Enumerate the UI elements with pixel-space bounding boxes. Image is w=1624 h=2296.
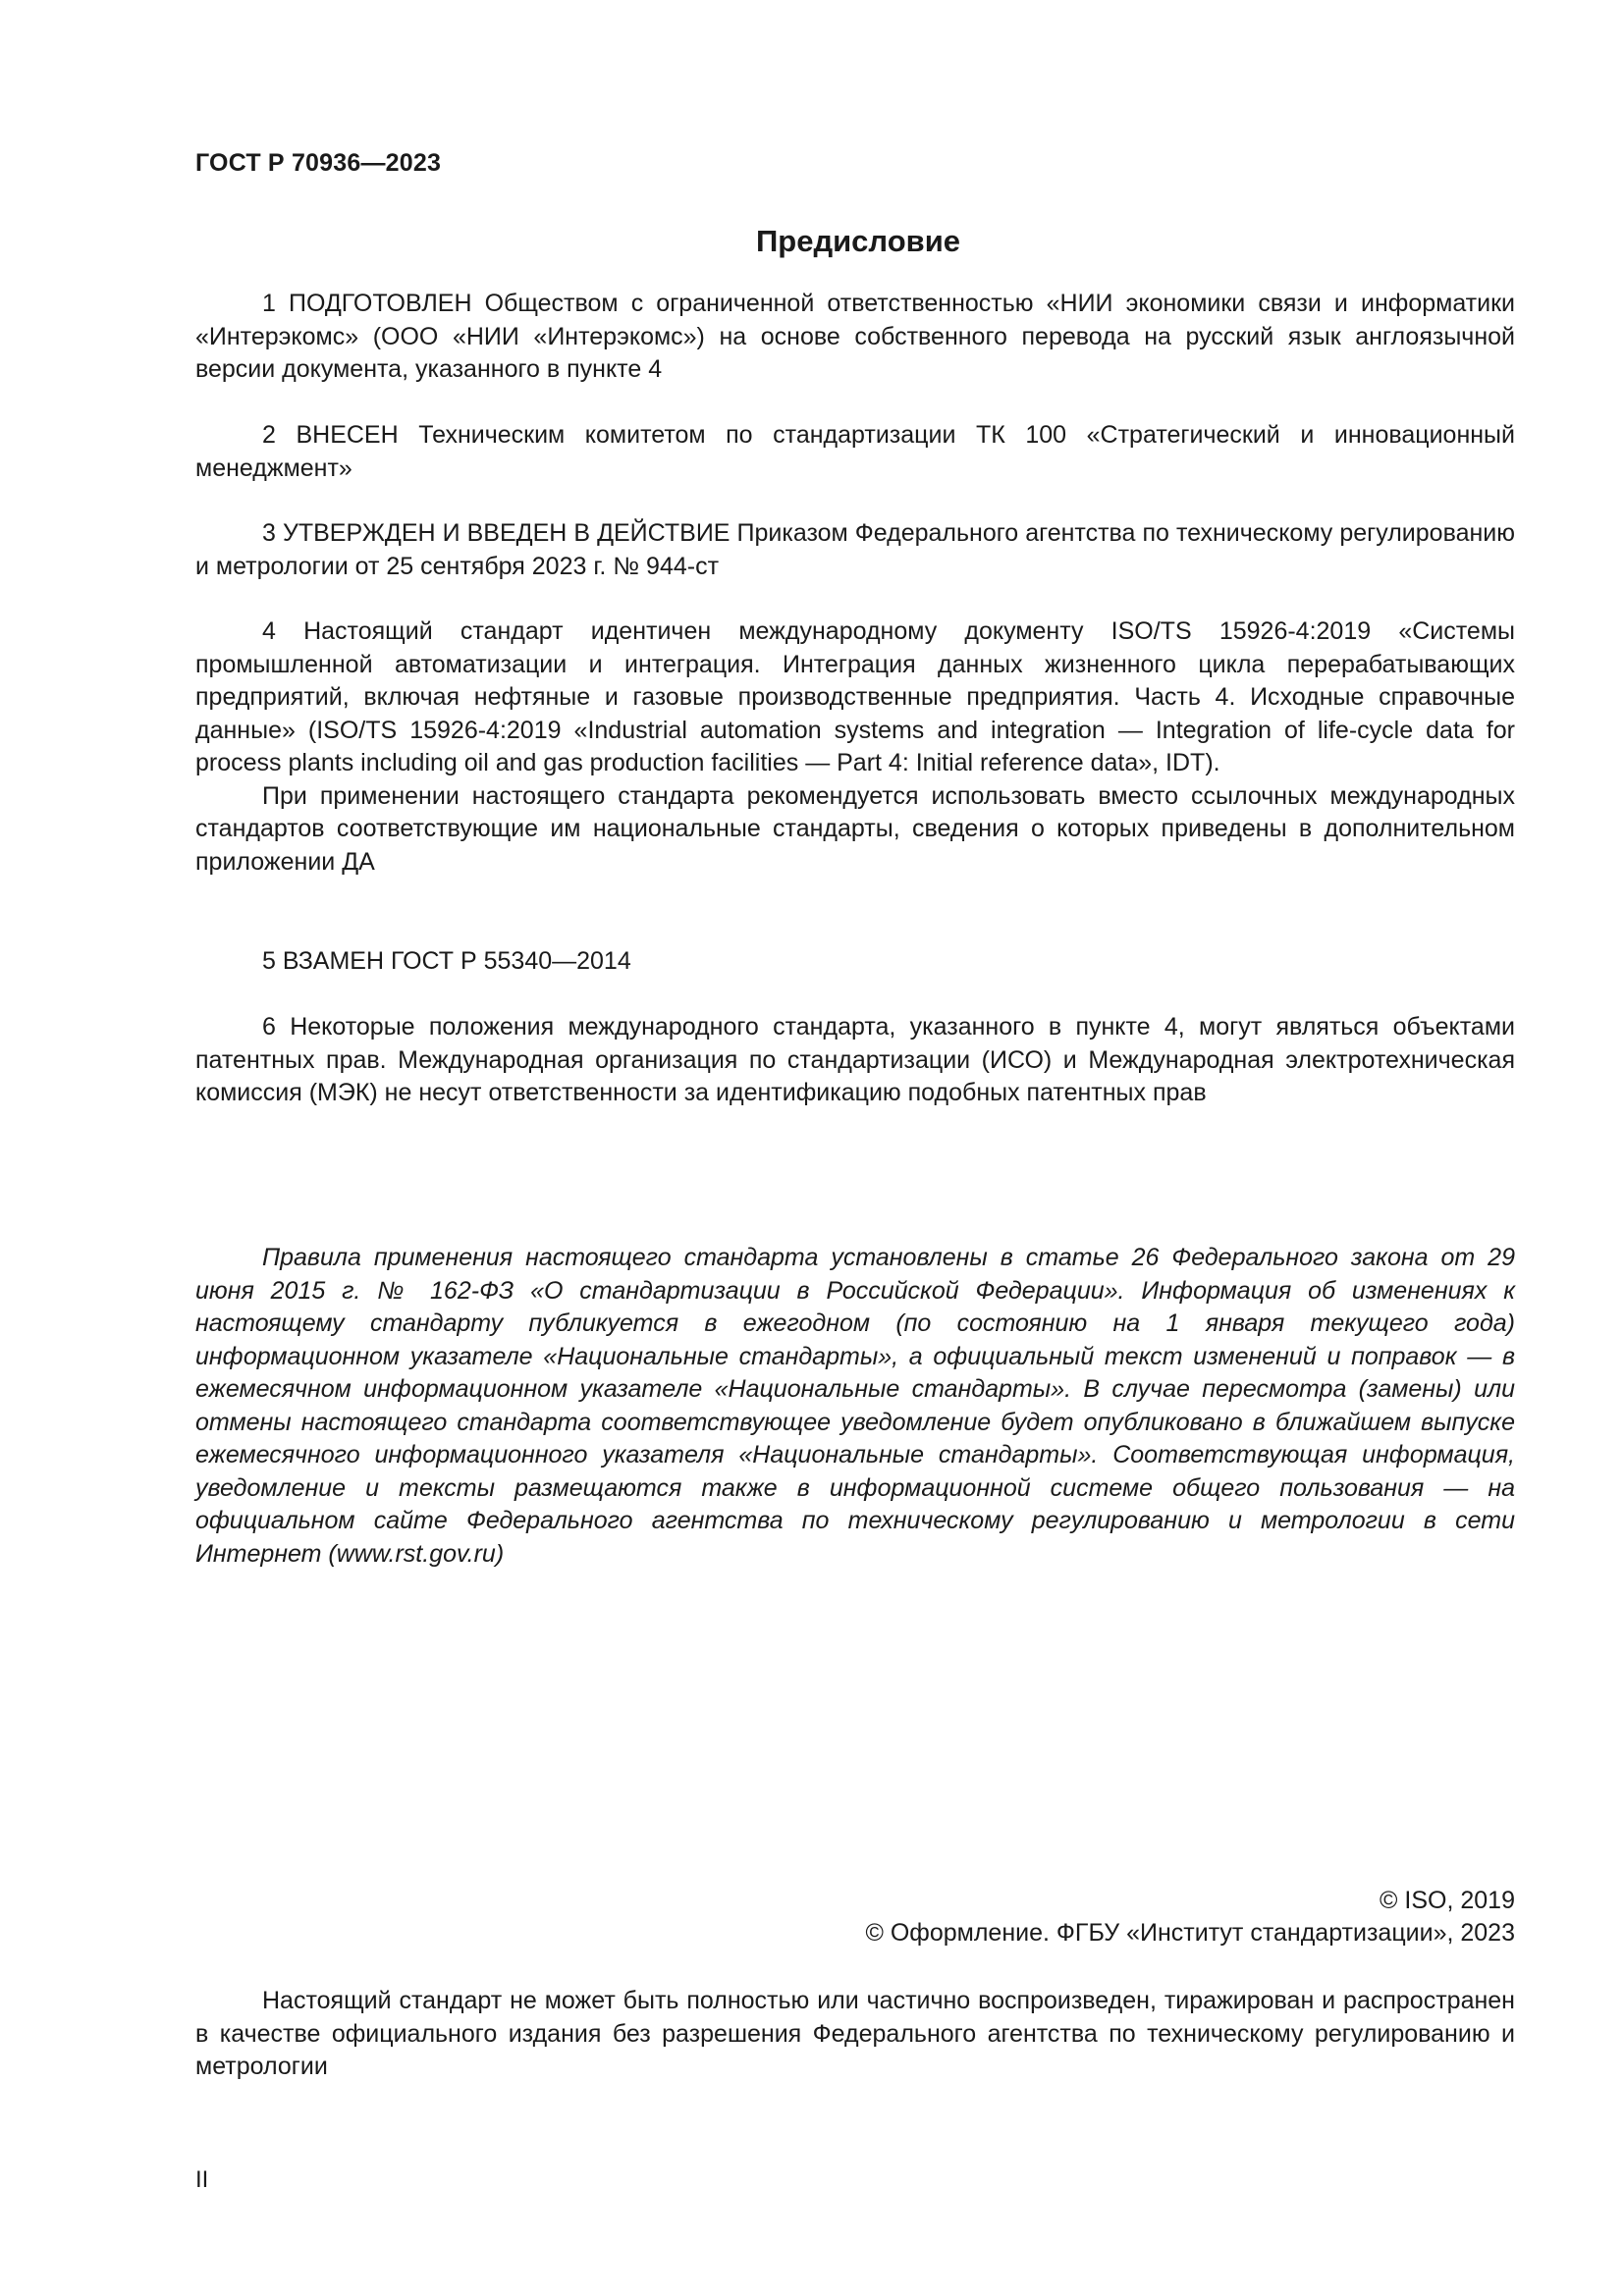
item-6-text: 6 Некоторые положения международного стандарта, указанного в пункте 4, могут являться объектами патентных прав. Международная организация по стандартизации (ИСО) и Международная электротехническая комиссия (МЭК) не несут ответственности за идентификацию подобных патентных прав [195,1013,1515,1106]
item-1 [195,288,1515,387]
item-3-text: 3 УТВЕРЖДЕН И ВВЕДЕН В ДЕЙСТВИЕ Приказом Федерального агентства по техническому регулированию и метрологии от 25 сентября 2023 г. № 944-ст [195,519,1515,580]
item-2 [195,419,1515,485]
item-1-text: 1 ПОДГОТОВЛЕН Обществом с ограниченной ответственностью «НИИ экономики связи и информатики «Интерэкомс» (ООО «НИИ «Интерэкомс») на основе собственного перевода на русский язык англоязычной версии документа, указанного в пункте 4 [195,290,1515,383]
page-title: Предисловие [755,224,960,258]
item-4-note: При применении настоящего стандарта рекомендуется использовать вместо ссылочных международных стандартов соответствующие им национальные стандарты, сведения о которых приведены в дополнительном приложении ДА [195,781,1515,876]
rules-note [195,1242,1515,1571]
page-number: II [195,2166,209,2193]
item-4 [195,615,1515,879]
item-5 [195,945,1515,979]
rules-note-text: Правила применения настоящего стандарта установлены в статье 26 Федерального закона от 29 июня 2015 г. № 162-ФЗ «О стандартизации в Российской Федерации». Информация об изменениях к настоящему стандарту публикуется в ежегодном (по состоянию на 1 января текущего года) информационном указателе «Национальные стандарты», а официальный текст изменений и поправок — в ежемесячном информационном указателе «Национальные стандарты». В случае пересмотра (замены) или отмены настоящего стандарта соответствующее уведомление будет опубликовано в ближайшем выпуске ежемесячного информационного указателя «Национальные стандарты». Соответствующая информация, уведомление и тексты размещаются также в информационной системе общего пользования — на официальном сайте Федерального агентства по техническому регулированию и метрологии в сети Интернет (www.rst.gov.ru) [195,1244,1515,1568]
item-5-text: 5 ВЗАМЕН ГОСТ Р 55340—2014 [262,947,631,975]
item-3 [195,517,1515,583]
item-4-text: 4 Настоящий стандарт идентичен международному документу ISO/TS 15926-4:2019 «Системы промышленной автоматизации и интеграция. Интеграция данных жизненного цикла перерабатывающих предприятий, включая нефтяные и газовые производственные предприятия. Часть 4. Исходные справочные данные» (ISO/TS 15926-4:2019 «Industrial automation systems and integration — Integration of life-cycle data for process plants including oil and gas production facilities — Part 4: Initial reference data», IDT). [195,617,1515,776]
reproduction-notice [195,1985,1515,2084]
reproduction-notice-text: Настоящий стандарт не может быть полностью или частично воспроизведен, тиражирован и распространен в качестве официального издания без разрешения Федерального агентства по техническому регулированию и метрологии [195,1987,1515,2080]
document-header: ГОСТ Р 70936—2023 [195,149,442,177]
item-6 [195,1011,1515,1110]
item-2-text: 2 ВНЕСЕН Техническим комитетом по стандартизации ТК 100 «Стратегический и инновационный менеджмент» [195,421,1515,482]
copyright-design: © Оформление. ФГБУ «Институт стандартизации», 2023 [865,1919,1515,1947]
copyright-iso: © ISO, 2019 [1380,1887,1515,1914]
